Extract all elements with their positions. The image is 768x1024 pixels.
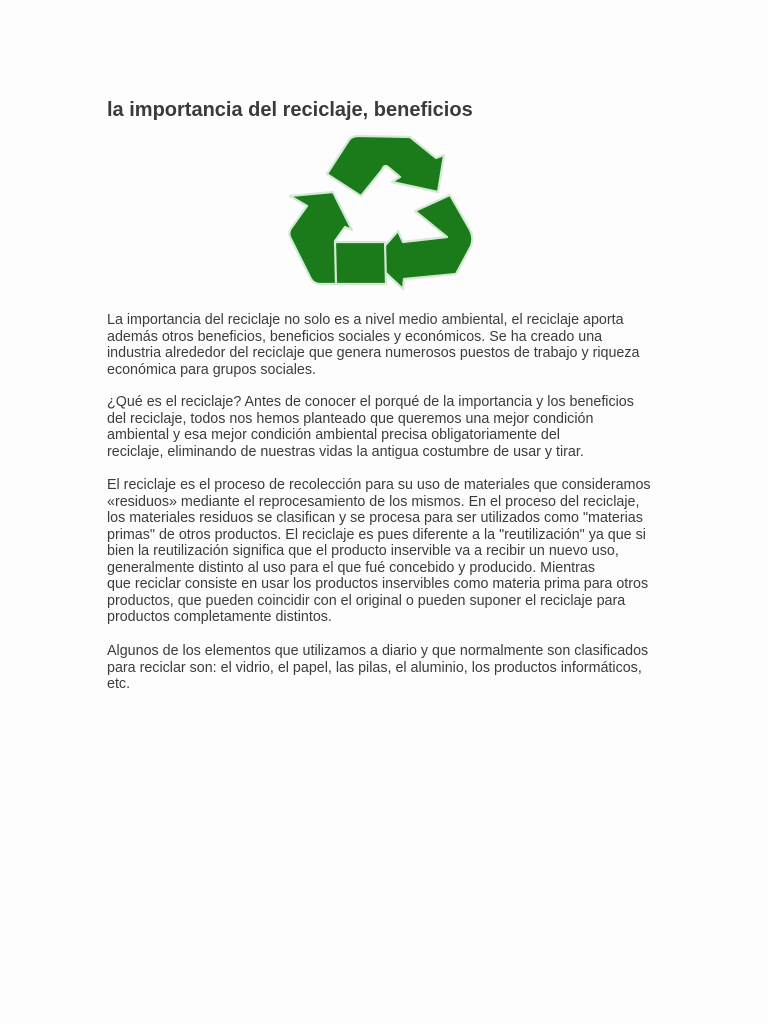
paragraph-intro [107, 312, 667, 378]
text-line: además otros beneficios, beneficios sociales y económicos. Se ha creado una [107, 328, 603, 345]
text-line: industria alrededor del reciclaje que genera numerosos puestos de trabajo y riqueza [107, 345, 640, 361]
text-line: «residuos» mediante el reprocesamiento de los mismos. En el proceso del reciclaje, [107, 493, 640, 510]
text-line: económica para grupos sociales. [107, 361, 317, 378]
text-line: La importancia del reciclaje no solo es a nivel medio ambiental, el reciclaje aporta [107, 312, 624, 328]
text-line: El reciclaje es el proceso de recolección para su uso de materiales que consideramos [107, 477, 651, 493]
text-line: los materiales residuos se clasifican y se procesa para ser utilizados como "materias [107, 510, 643, 526]
text-line: primas" de otros productos. El reciclaje es pues diferente a la "reutilización" ya que si [107, 526, 646, 543]
paragraph-definition [107, 477, 667, 626]
text-line: Algunos de los elementos que utilizamos a diario y que normalmente son clasificados [107, 643, 649, 659]
text-line: ambiental y esa mejor condición ambiental precisa obligatoriamente del [107, 427, 560, 443]
text-line: que reciclar consiste en usar los productos inservibles como materia prima para otros [107, 576, 649, 592]
page-title: la importancia del reciclaje, beneficios [107, 99, 473, 121]
paragraph-examples [107, 643, 667, 693]
text-line: productos completamente distintos. [107, 609, 332, 625]
recycle-icon [286, 134, 476, 304]
text-line: productos, que pueden coincidir con el original o pueden suponer el reciclaje para [107, 592, 626, 609]
paragraph-what-is-recycling [107, 394, 667, 460]
text-line: reciclaje, eliminando de nuestras vidas la antigua costumbre de usar y tirar. [107, 443, 584, 460]
text-line: del reciclaje, todos nos hemos planteado que queremos una mejor condición [107, 410, 594, 427]
text-line: para reciclar son: el vidrio, el papel, las pilas, el aluminio, los productos informáticos, [107, 659, 642, 676]
text-line: etc. [107, 676, 131, 692]
text-line: generalmente distinto al uso para el que fué concebido y producido. Mientras [107, 559, 595, 576]
text-line: ¿Qué es el reciclaje? Antes de conocer el porqué de la importancia y los beneficios [107, 394, 634, 410]
text-line: bien la reutilización significa que el producto inservible va a recibir un nuevo uso, [107, 543, 619, 559]
